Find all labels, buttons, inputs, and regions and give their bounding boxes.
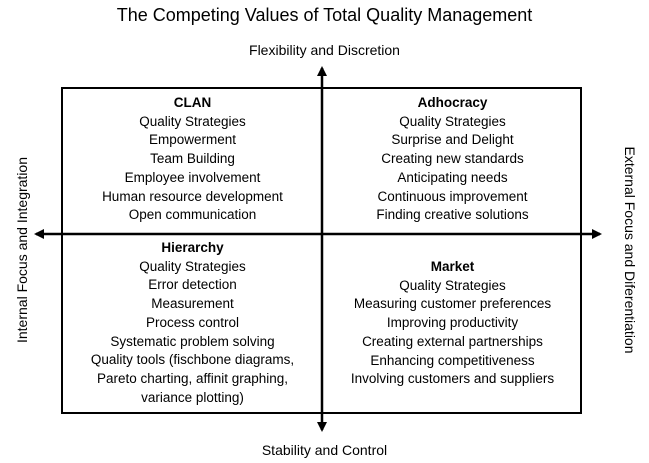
axis-label-right: External Focus and Diferentiation: [622, 146, 638, 354]
list-item: Quality Strategies: [399, 277, 506, 293]
diagram-title: The Competing Values of Total Quality Management: [116, 5, 533, 25]
quadrant-heading: Market: [430, 259, 475, 274]
quadrant-heading: CLAN: [173, 95, 212, 110]
quadrant-market: [335, 258, 570, 389]
list-item: Measuring customer preferences: [353, 296, 552, 312]
list-item: Open communication: [128, 207, 257, 223]
quadrant-list: [340, 113, 565, 225]
quadrant-list: [80, 113, 305, 225]
list-item: Quality Strategies: [139, 113, 246, 129]
list-item: Measurement: [151, 296, 234, 312]
quadrant-hierarchy: [75, 239, 310, 407]
list-item: Creating new standards: [381, 151, 524, 167]
list-item: Human resource development: [102, 188, 283, 204]
axis-label-bottom: Stability and Control: [261, 442, 388, 458]
list-item: Error detection: [148, 277, 237, 293]
axis-label-top: Flexibility and Discretion: [249, 42, 400, 58]
list-item: Creating external partnerships: [362, 333, 543, 349]
list-item: Empowerment: [148, 132, 237, 148]
list-item: Finding creative solutions: [376, 207, 529, 223]
list-item: Pareto charting, affinit graphing,: [96, 370, 289, 386]
quadrant-list: [75, 258, 310, 408]
list-item: Employee involvement: [124, 169, 261, 185]
list-item: Improving productivity: [386, 315, 519, 331]
quadrant-heading: Hierarchy: [161, 240, 224, 255]
list-item: Systematic problem solving: [110, 333, 275, 349]
list-item: Enhancing competitiveness: [370, 352, 535, 368]
list-item: Quality Strategies: [139, 258, 246, 274]
list-item: Team Building: [150, 151, 235, 167]
list-item: Quality tools (fischbone diagrams,: [90, 352, 295, 368]
list-item: Involving customers and suppliers: [350, 371, 555, 387]
quadrant-clan: [80, 94, 305, 225]
list-item: Quality Strategies: [399, 113, 506, 129]
list-item: Continuous improvement: [377, 188, 528, 204]
list-item: variance plotting): [141, 389, 244, 405]
list-item: Surprise and Delight: [391, 132, 514, 148]
quadrant-list: [335, 277, 570, 389]
list-item: Process control: [145, 314, 240, 330]
quadrant-adhocracy: [340, 94, 565, 225]
axis-label-left: Internal Focus and Integration: [14, 156, 30, 344]
list-item: Anticipating needs: [397, 169, 508, 185]
quadrant-heading: Adhocracy: [417, 95, 488, 110]
